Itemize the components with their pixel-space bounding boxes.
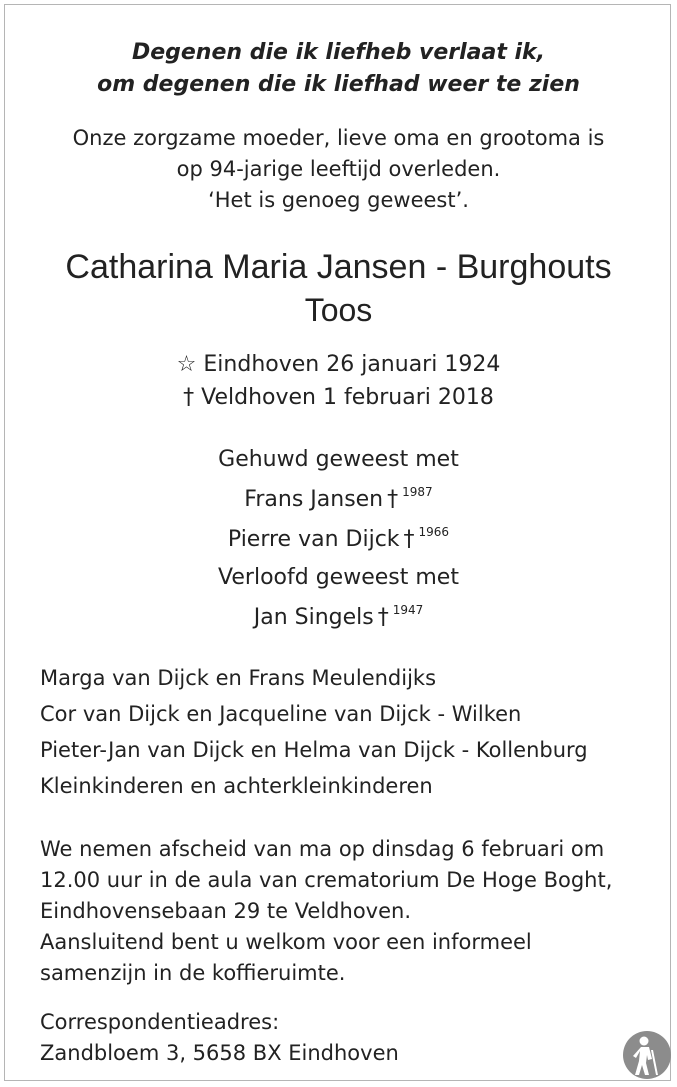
family-member: Kleinkinderen en achterkleinkinderen <box>40 774 433 798</box>
death-line <box>5 381 672 414</box>
intro-text <box>5 123 672 216</box>
family-list <box>40 660 660 804</box>
marriages-section <box>5 443 672 556</box>
fiance-death-year: 1947 <box>392 603 424 617</box>
birth-date: Eindhoven 26 januari 1924 <box>203 352 501 377</box>
death-date: Veldhoven 1 februari 2018 <box>201 385 494 410</box>
deceased-full-name: Catharina Maria Jansen - Burghouts <box>65 248 612 286</box>
elderly-person-walking-icon <box>622 1030 672 1080</box>
cross-icon: † <box>403 527 415 552</box>
family-member: Cor van Dijck en Jacqueline van Dijck - Wilken <box>40 702 522 726</box>
intro-line-2: op 94-jarige leeftijd overleden. <box>176 157 501 181</box>
death-cross-icon: † <box>183 385 195 410</box>
deceased-nickname: Toos <box>304 292 373 328</box>
ceremony-line: Eindhovensebaan 29 te Veldhoven. <box>40 899 412 923</box>
ceremony-line: Aansluitend bent u welkom voor een informeel <box>40 930 532 954</box>
address-value: Zandbloem 3, 5658 BX Eindhoven <box>40 1041 399 1065</box>
spouse-death-year: 1987 <box>402 485 433 499</box>
spouse-death-year: 1966 <box>418 525 450 539</box>
motto <box>5 37 672 101</box>
birth-star-icon: ☆ <box>176 352 197 377</box>
spouse-name: Frans Jansen <box>244 487 384 512</box>
motto-line-1: Degenen die ik liefheb verlaat ik, <box>131 40 546 65</box>
correspondence-address <box>40 1007 660 1069</box>
spouse-1 <box>5 476 672 516</box>
address-label: Correspondentieadres: <box>40 1010 280 1034</box>
family-member: Pieter-Jan van Dijck en Helma van Dijck - Kollenburg <box>40 738 588 762</box>
fiance-name: Jan Singels <box>253 605 374 630</box>
ceremony-line: 12.00 uur in de aula van crematorium De Hoge Boght, <box>40 868 613 892</box>
family-member: Marga van Dijck en Frans Meulendijks <box>40 666 437 690</box>
spouse-name: Pierre van Dijck <box>227 527 400 552</box>
motto-line-2: om degenen die ik liefhad weer te zien <box>97 72 580 97</box>
engagement-section <box>5 561 672 634</box>
ceremony-info <box>40 834 660 989</box>
birth-line <box>5 348 672 381</box>
ceremony-line: samenzijn in de koffieruimte. <box>40 961 346 985</box>
cross-icon: † <box>377 605 389 630</box>
intro-line-1: Onze zorgzame moeder, lieve oma en grootoma is <box>72 126 605 150</box>
engagement-heading: Verloofd geweest met <box>218 565 459 590</box>
ceremony-line: We nemen afscheid van ma op dinsdag 6 februari om <box>40 837 605 861</box>
cross-icon: † <box>387 487 399 512</box>
intro-line-3: ‘Het is genoeg geweest’. <box>208 188 469 212</box>
spouse-2 <box>5 516 672 556</box>
marriages-heading: Gehuwd geweest met <box>218 447 459 472</box>
fiance <box>5 594 672 634</box>
life-dates <box>5 348 672 414</box>
obituary-card <box>4 4 671 1081</box>
